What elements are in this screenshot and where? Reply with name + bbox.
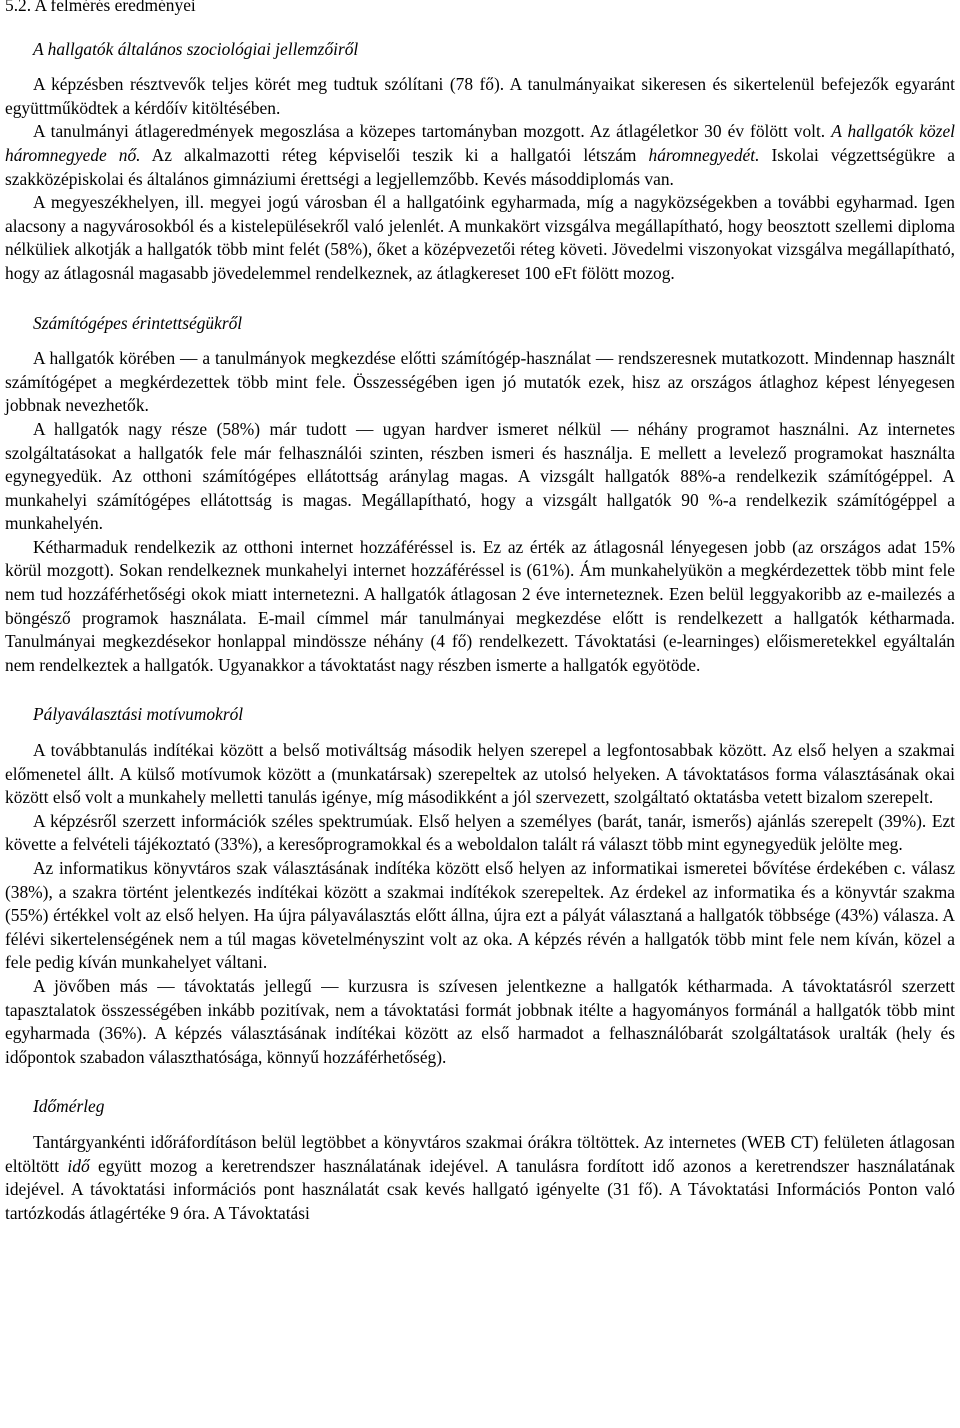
text-span: Kétharmaduk rendelkezik az otthoni internet hozzáféréssel is. Ez az érték az átlagosnál lényegesen jobb (az országos adat 15% körül mozgott). Sokan rendelkeznek munkahelyi internet hozzáféréssel is (61%). Ám munkahelyükön a megkérdezettek több mint fele nem tud hozzáférhetőségi okok miatt internetezni. A hallgatók átlagosan 2 éve interneteznek. Ezen belül leggyakoribb az e-mailezés a böngésző programok használata. E-mail címmel már tanulmányai megkezdése előtt is rendelkezett a hallgatók kétharmada. Tanulmányai megkezdésekor honlappal mindössze néhány (4 fő) rendelkezett. Távoktatási (e-learninges) előismeretekkel egyáltalán nem rendelkeztek a hallgatók. Ugyanakkor a távoktatást nagy részben ismerte a hallgatók egyötöde. — [5, 536, 955, 675]
text-span: együtt mozog a keretrendszer használatának idejével. A tanulásra fordított idő azonos a keretrendszer használatának idejével. A távoktatási információs pont használatát csak kevés hallgató igényelte (31 fő). A Távoktatási Információs Ponton való tartózkodás átlagértéke 9 óra. A Távoktatási — [5, 1155, 955, 1223]
text-span: A megyeszékhelyen, ill. megyei jogú városban él a hallgatóink egyharmada, míg a nagyközségekben a további egyharmad. Igen alacsony a nagyvárosokból és a kistelepülésekről való jelenlét. A munkakört vizsgálva megállapítható, hogy beosztott szellemi diploma nélküliek alkotják a hallgatók több mint felét (58%), őket a középvezetői réteg követi. Jövedelmi viszonyokat vizsgálva megállapítható, hogy az átlagosnál magasabb jövedelemmel rendelkeznek, az átlagkereset 100 eFt fölött mozog. — [5, 192, 955, 283]
text-span: A továbbtanulás indítékai között a belső motiváltság második helyen szerepel a legfontosabbak között. Az első helyen a szakmai előmenetel állt. A külső motívumok között a (munkatársak) szerepeltek az utolsó helyeken. A távoktatásos forma választásának okai között első volt a munkahely melletti tanulás igénye, míg másodikként a jól szervezett, szolgáltató oktatásba vetett bizalom szerepelt. — [5, 740, 955, 808]
text-span: Az informatikus könyvtáros szak választásának indítéka között első helyen az informatikai ismeretei bővítése érdekében c. válasz (38%), a szakra történt jelentkezés indítékai között a szakmai indítékok szerepeltek. Az érdekel az informatika és a könyvtár szakma (55%) értékkel volt az első helyen. Ha újra pályaválasztás előtt állna, újra ezt a pályát választaná a hallgatók többsége (43%) válasza. A félévi sikertelenségének nem a túl magas követelményszint volt az oka. A képzés révén a hallgatók több mint fele nem kíván, közel a fele pedig kíván munkahelyet váltani. — [5, 858, 955, 973]
text-span: A képzésben résztvevők teljes körét meg tudtuk szólítani (78 fő). A tanulmányaikat sikeresen és sikertelenül befejezők egyaránt együttműködtek a kérdőív kitöltésében. — [5, 74, 955, 118]
paragraph — [5, 347, 955, 418]
text-span: A tanulmányi átlageredmények megoszlása a közepes tartományban mozgott. Az átlagéletkor 30 év fölött volt. — [33, 121, 832, 142]
paragraph — [5, 536, 955, 678]
italic-text-span: A hallgatók közel háromnegyede nő. — [5, 121, 955, 165]
section-heading: 5.2. A felmérés eredményei — [5, 0, 196, 15]
subsection-heading-sociology: A hallgatók általános szociológiai jellemzőiről — [33, 38, 359, 59]
text-span: Tantárgyankénti időráfordításon belül legtöbbet a könyvtáros szakmai órákra töltöttek. Az internetes (WEB CT) felületen átlagosan eltöltött — [5, 1131, 955, 1176]
paragraph — [5, 73, 955, 120]
paragraph — [5, 739, 955, 810]
text-span: Iskolai végzettségükre a szakközépiskolai és általános gimnáziumi érettségi a legjellemzőbb. Kevés másoddiplomás van. — [5, 144, 955, 189]
subsection-body-time-balance — [5, 1131, 955, 1225]
italic-text-span: háromnegyedét. — [648, 144, 760, 165]
text-span: Az alkalmazotti réteg képviselői teszik ki a hallgatói létszám — [140, 144, 649, 165]
text-span: A hallgatók körében — a tanulmányok megkezdése előtti számítógép-használat — rendszeresnek mutatkozott. Mindennap használt számítógépet a megkérdezettek több mint fele. Összességében igen jó mutatók ezek, hisz az országos átlaghoz képest lényegesen jobbnak nevezhetők. — [5, 348, 955, 416]
text-span: A hallgatók nagy része (58%) már tudott — ugyan hardver ismeret nélkül — néhány programot használni. Az internetes szolgáltatásokat a hallgatók fele már felhasználói szinten, részben ismeri és használja. E mellett a levelező programokat használta egynegyedük. Az otthoni számítógépes ellátottság aránylag magas. A vizsgált hallgatók 88%-a rendelkezik számítógéppel. A munkahelyi számítógépes ellátottság is magas. Megállapítható, hogy a vizsgált hallgatók 90 %-a rendelkezik számítógéppel a munkahelyén. — [5, 418, 955, 534]
subsection-body-sociology — [5, 73, 955, 285]
subsection-body-computer-use — [5, 347, 955, 677]
italic-text-span: idő — [67, 1155, 90, 1176]
paragraph — [5, 120, 955, 191]
paragraph — [5, 191, 955, 285]
paragraph — [5, 975, 955, 1069]
subsection-heading-career-motives: Pályaválasztási motívumokról — [33, 704, 244, 725]
paragraph — [5, 418, 955, 536]
text-span: A jövőben más — távoktatás jellegű — kurzusra is szívesen jelentkezne a hallgatók kétharmada. A távoktatásról szerzett tapasztalatok összességében inkább pozitívak, nem a távoktatási formát jobbnak itélte a hagyományos formánál a hallgatók több mint egyharmada (36%). A képzés választásának indítékai között az első harmadot a felhasználóbarát szolgáltatások uralták (hely és időpontok szabadon választhatósága, könnyű hozzáférhetőség). — [5, 975, 955, 1067]
text-span: A képzésről szerzett információk széles spektrumúak. Első helyen a személyes (barát, tanár, ismerős) ajánlás szerepelt (39%). Ezt követte a felvételi tájékoztató (33%), a keresőprogramokkal és a weboldalon talált rá választ több mint egynegyedük jelölte meg. — [5, 810, 955, 855]
subsection-heading-time-balance: Időmérleg — [33, 1096, 105, 1117]
subsection-body-career-motives — [5, 739, 955, 1069]
paragraph — [5, 810, 955, 857]
paragraph — [5, 857, 955, 975]
subsection-heading-computer-use: Számítógépes érintettségükről — [33, 312, 243, 333]
paragraph — [5, 1131, 955, 1225]
